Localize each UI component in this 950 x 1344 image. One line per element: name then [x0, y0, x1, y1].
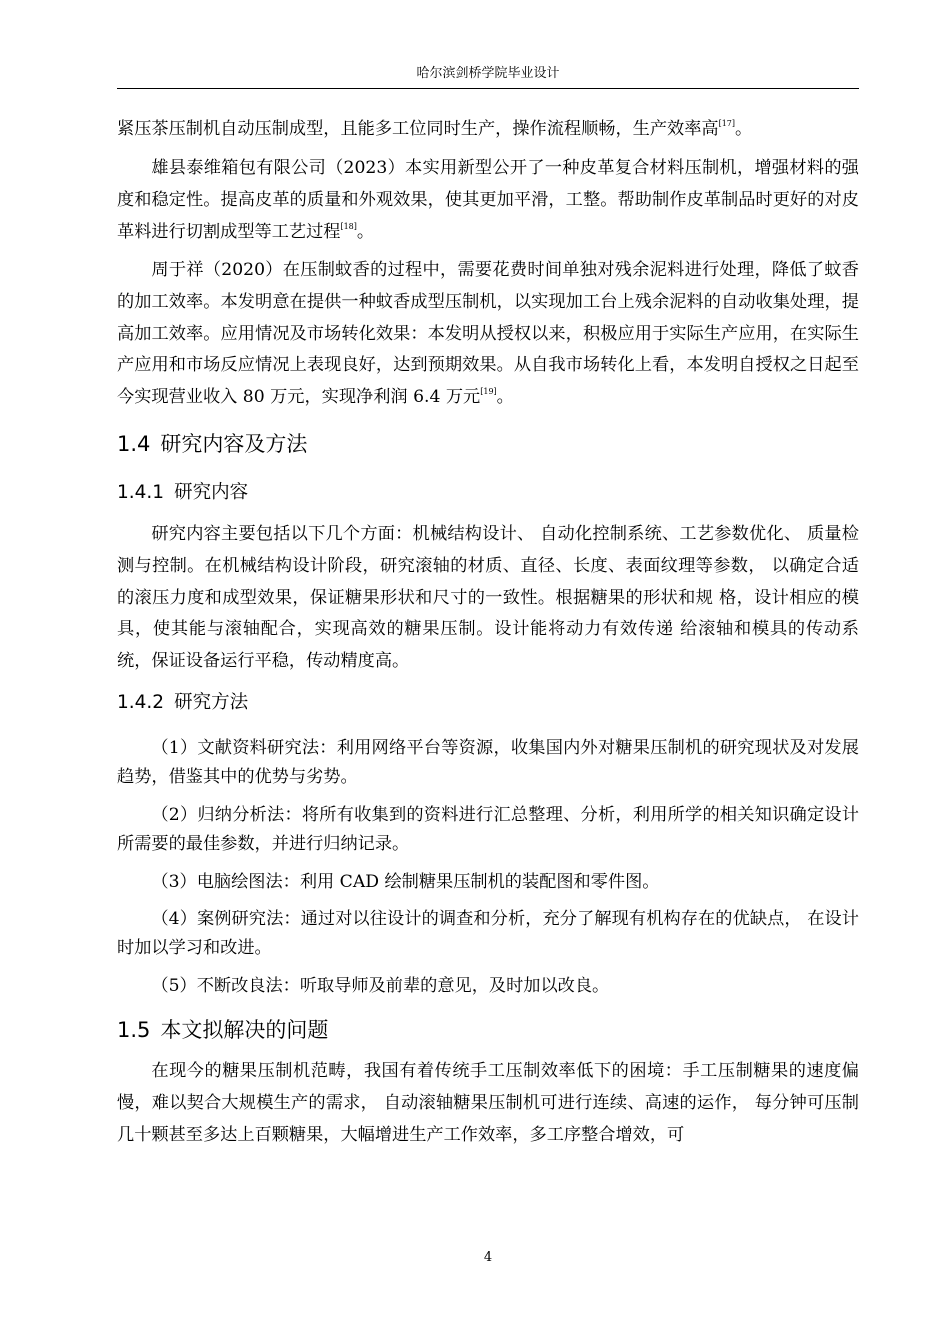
paragraph-taiwei	[117, 153, 859, 248]
citation-ref: [18]	[340, 221, 357, 231]
method-item: （4）案例研究法：通过对以往设计的调查和分析，充分了解现有机构存在的优缺点， 在设计时加以学习和改进。	[117, 909, 859, 958]
subsection-title: 研究内容	[174, 482, 249, 503]
citation-ref: [19]	[480, 387, 497, 397]
paragraph-research-content: 研究内容主要包括以下几个方面：机械结构设计、 自动化控制系统、工艺参数优化、 质量检测与控制。在机械结构设计阶段，研究滚轴的材质、直径、长度、表面纹理等参数， 以确定合适的滚压力度和成型效果，保证糖果形状和尺寸的一致性。根据糖果的形状和规 格，设计相应的模具，使其能与滚轴配合，实现高效的糖果压制。设计能将动力有效传递 给滚轴和模具的传动系统，保证设备运行平稳，传动精度高。	[117, 524, 859, 672]
subsection-number: 1.4.1	[117, 482, 165, 503]
method-item: （1）文献资料研究法：利用网络平台等资源，收集国内外对糖果压制机的研究现状及对发展趋势，借鉴其中的优势与劣势。	[117, 738, 859, 787]
paragraph-problems: 在现今的糖果压制机范畴，我国有着传统手工压制效率低下的困境：手工压制糖果的速度偏慢，难以契合大规模生产的需求， 自动滚轴糖果压制机可进行连续、高速的运作， 每分钟可压制几十颗甚至多达上百颗糖果，大幅增进生产工作效率，多工序整合增效，可	[117, 1061, 859, 1145]
subsection-heading-1-4-2	[117, 690, 248, 716]
subsection-number: 1.4.2	[117, 692, 165, 713]
subsection-title: 研究方法	[174, 692, 249, 713]
paragraph-text: 紧压茶压制机自动压制成型，且能多工位同时生产，操作流程顺畅，生产效率高	[117, 119, 719, 139]
method-item: （5）不断改良法：听取导师及前辈的意见，及时加以改良。	[151, 976, 610, 996]
section-title: 研究内容及方法	[160, 432, 308, 456]
citation-ref: [17]	[718, 119, 735, 128]
section-heading-1-4	[117, 430, 307, 458]
method-item: （2）归纳分析法：将所有收集到的资料进行汇总整理、分析，利用所学的相关知识确定设计所需要的最佳参数，并进行归纳记录。	[117, 805, 859, 854]
section-number: 1.5	[117, 1018, 151, 1042]
paragraph-continuation	[117, 114, 859, 146]
page-header: 哈尔滨剑桥学院毕业设计	[416, 66, 560, 81]
section-number: 1.4	[117, 432, 151, 456]
header-rule	[117, 88, 859, 89]
paragraph-end: 。	[356, 221, 375, 242]
method-item: （3）电脑绘图法：利用 CAD 绘制糖果压制机的装配图和零件图。	[151, 872, 660, 892]
paragraph-text: 雄县泰维箱包有限公司（2023）本实用新型公开了一种皮革复合材料压制机，增强材料的强度和稳定性。提高皮革的质量和外观效果，使其更加平滑，工整。帮助制作皮革制品时更好的对皮革料进行切割成型等工艺过程	[117, 158, 859, 242]
paragraph-end: 。	[735, 119, 753, 139]
paragraph-text: 周于祥（2020）在压制蚊香的过程中，需要花费时间单独对残余泥料进行处理，降低了蚊香的加工效率。本发明意在提供一种蚊香成型压制机，以实现加工台上残余泥料的自动收集处理，提高加工效率。应用情况及市场转化效果：本发明从授权以来，积极应用于实际生产应用，在实际生产应用和市场反应情况上表现良好，达到预期效果。从自我市场转化上看，本发明自授权之日起至今实现营业收入 80 万元，实现净利润 6.4 万元	[117, 260, 859, 408]
section-heading-1-5	[117, 1016, 328, 1044]
page-number: 4	[483, 1250, 493, 1265]
subsection-heading-1-4-1	[117, 480, 248, 506]
paragraph-mosquito-coil	[117, 255, 859, 414]
paragraph-end: 。	[496, 387, 514, 408]
section-title: 本文拟解决的问题	[160, 1018, 329, 1042]
